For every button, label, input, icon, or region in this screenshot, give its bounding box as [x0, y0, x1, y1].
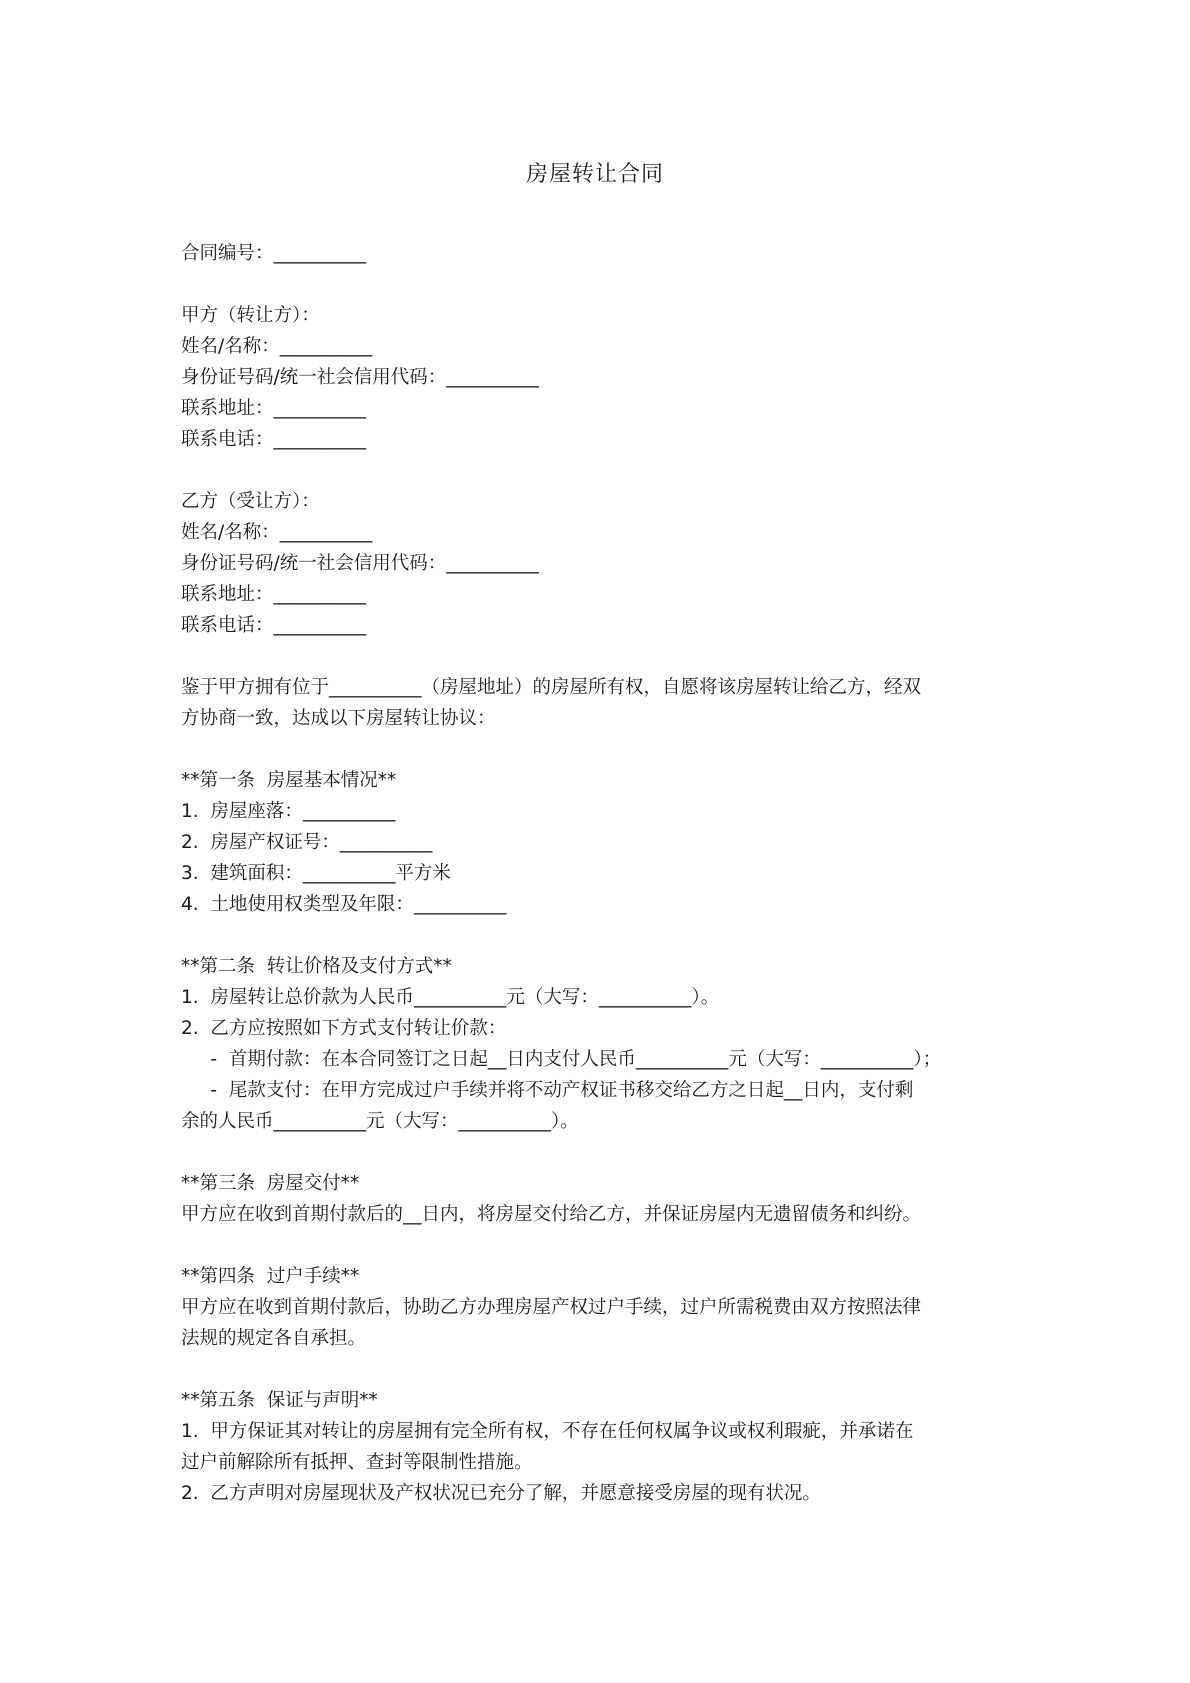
party-b-address: 联系地址：__________: [181, 584, 367, 605]
spacer: [181, 1137, 1014, 1168]
document-body: [181, 238, 1014, 1509]
party-b-phone: 联系电话：__________: [181, 615, 367, 636]
article-1-item: 3. 建筑面积：__________平方米: [181, 863, 451, 884]
article-2-heading: **第二条 转让价格及支付方式**: [181, 956, 452, 977]
article-3-heading: **第三条 房屋交付**: [181, 1173, 360, 1194]
preamble-line: 鉴于甲方拥有位于__________（房屋地址）的房屋所有权，自愿将该房屋转让给乙方，经双: [181, 677, 922, 698]
spacer: [181, 455, 1014, 486]
spacer: [181, 920, 1014, 951]
spacer: [181, 1354, 1014, 1385]
party-b-id: 身份证号码/统一社会信用代码：__________: [181, 553, 539, 574]
spacer: [181, 641, 1014, 672]
preamble-line: 方协商一致，达成以下房屋转让协议：: [181, 708, 496, 729]
party-a-name: 姓名/名称：__________: [181, 336, 373, 357]
article-1-item: 4. 土地使用权类型及年限：__________: [181, 894, 507, 915]
article-4-line: 法规的规定各自承担。: [181, 1328, 367, 1349]
party-a-heading: 甲方（转让方）：: [181, 305, 320, 326]
document-title: 房屋转让合同: [525, 162, 664, 187]
party-b-name: 姓名/名称：__________: [181, 522, 373, 543]
article-3-line: 甲方应在收到首期付款后的__日内，将房屋交付给乙方，并保证房屋内无遗留债务和纠纷。: [181, 1204, 922, 1225]
party-b-heading: 乙方（受让方）：: [181, 491, 320, 512]
article-2-line: 1. 房屋转让总价款为人民币__________元（大写：__________）。: [181, 987, 720, 1008]
article-2-line: - 首期付款：在本合同签订之日起__日内支付人民币__________元（大写：__________）；: [181, 1049, 942, 1070]
article-1-item: 1. 房屋座落：__________: [181, 801, 396, 822]
article-5-heading: **第五条 保证与声明**: [181, 1390, 378, 1411]
spacer: [181, 1230, 1014, 1261]
article-5-line: 过户前解除所有抵押、查封等限制性措施。: [181, 1452, 533, 1473]
spacer: [181, 269, 1014, 300]
article-1-heading: **第一条 房屋基本情况**: [181, 770, 397, 791]
article-2-line: - 尾款支付：在甲方完成过户手续并将不动产权证书移交给乙方之日起__日内，支付剩: [181, 1080, 914, 1101]
party-a-address: 联系地址：__________: [181, 398, 367, 419]
article-2-line: 2. 乙方应按照如下方式支付转让价款：: [181, 1018, 507, 1039]
article-4-heading: **第四条 过户手续**: [181, 1266, 360, 1287]
party-a-id: 身份证号码/统一社会信用代码：__________: [181, 367, 539, 388]
contract-number: 合同编号：__________: [181, 243, 367, 264]
article-1-item: 2. 房屋产权证号：__________: [181, 832, 433, 853]
party-a-phone: 联系电话：__________: [181, 429, 367, 450]
article-5-line: 1. 甲方保证其对转让的房屋拥有完全所有权，不存在任何权属争议或权利瑕疵，并承诺在: [181, 1421, 914, 1442]
article-5-line: 2. 乙方声明对房屋现状及产权状况已充分了解，并愿意接受房屋的现有状况。: [181, 1483, 821, 1504]
spacer: [181, 734, 1014, 765]
article-4-line: 甲方应在收到首期付款后，协助乙方办理房屋产权过户手续，过户所需税费由双方按照法律: [181, 1297, 922, 1318]
article-2-line: 余的人民币__________元（大写：__________）。: [181, 1111, 579, 1132]
